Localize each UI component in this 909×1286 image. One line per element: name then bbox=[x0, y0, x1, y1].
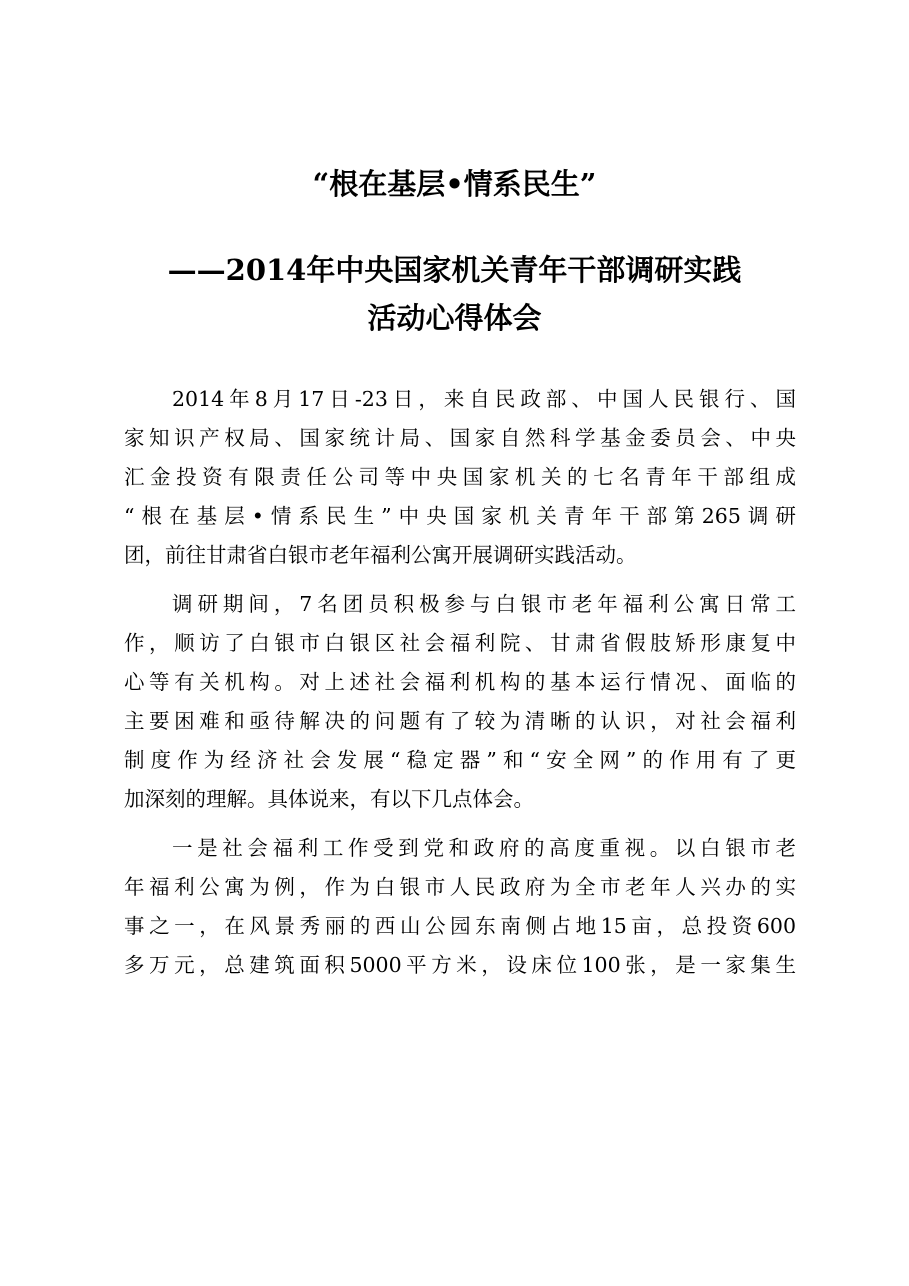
paragraph-line: 制度作为经济社会发展“稳定器”和“安全网”的作用有了更 bbox=[124, 748, 796, 772]
paragraph-line: “根在基层•情系民生”中央国家机关青年干部第265调研 bbox=[124, 504, 796, 528]
paragraph-line: 事之一，在风景秀丽的西山公园东南侧占地15亩，总投资600 bbox=[124, 914, 796, 938]
document-subtitle-line-2: 活动心得体会 bbox=[367, 301, 542, 335]
paragraph-line: 心等有关机构。对上述社会福利机构的基本运行情况、面临的 bbox=[124, 670, 796, 694]
paragraph-line: 年福利公寓为例，作为白银市人民政府为全市老年人兴办的实 bbox=[124, 875, 796, 899]
paragraph-line: 加深刻的理解。具体说来，有以下几点体会。 bbox=[124, 787, 534, 811]
document-subtitle-line-1: ——2014年中央国家机关青年干部调研实践 bbox=[167, 253, 742, 287]
document-body bbox=[124, 380, 796, 995]
paragraph-line: 调研期间，7名团员积极参与白银市老年福利公寓日常工 bbox=[172, 592, 796, 616]
document-title: “根在基层•情系民生” bbox=[312, 167, 597, 201]
paragraph-line: 多万元，总建筑面积5000平方米，设床位100张，是一家集生 bbox=[124, 953, 796, 977]
paragraph-line: 汇金投资有限责任公司等中央国家机关的七名青年干部组成 bbox=[124, 465, 796, 489]
paragraph-line: 一是社会福利工作受到党和政府的高度重视。以白银市老 bbox=[172, 836, 796, 860]
paragraph-2 bbox=[124, 585, 796, 819]
paragraph-line: 作，顺访了白银市白银区社会福利院、甘肃省假肢矫形康复中 bbox=[124, 631, 796, 655]
paragraph-line: 家知识产权局、国家统计局、国家自然科学基金委员会、中央 bbox=[124, 426, 796, 450]
paragraph-line: 2014年8月17日-23日，来自民政部、中国人民银行、国 bbox=[172, 387, 796, 411]
paragraph-1 bbox=[124, 380, 796, 575]
paragraph-line: 团，前往甘肃省白银市老年福利公寓开展调研实践活动。 bbox=[124, 543, 637, 567]
paragraph-3 bbox=[124, 829, 796, 985]
paragraph-line: 主要困难和亟待解决的问题有了较为清晰的认识，对社会福利 bbox=[124, 709, 796, 733]
